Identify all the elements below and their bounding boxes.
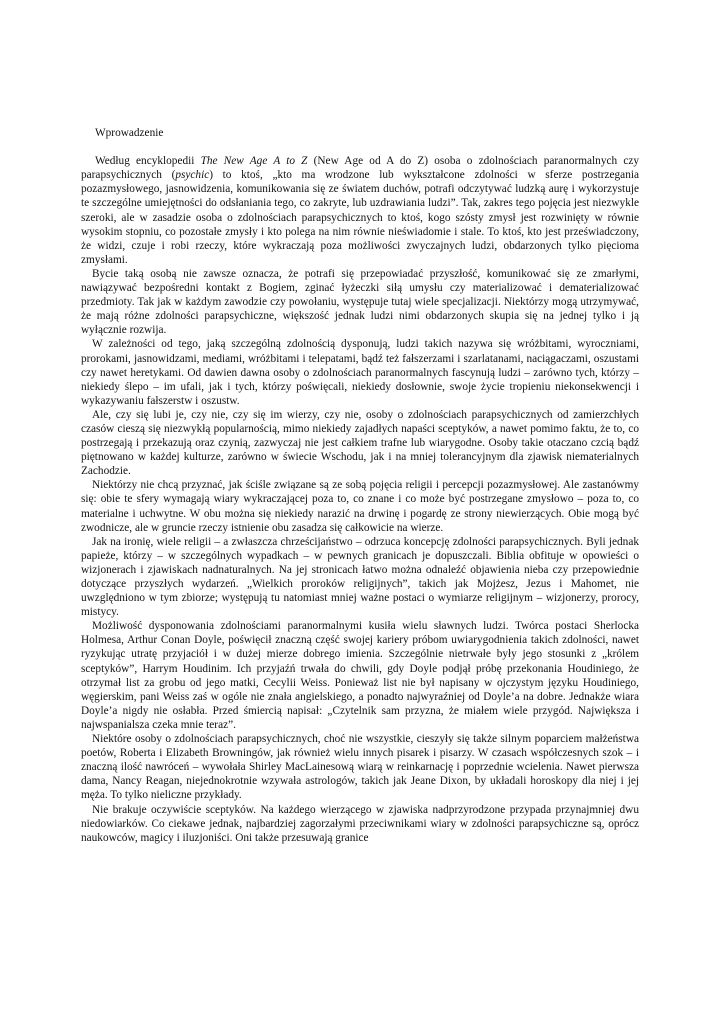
book-title: The New Age A to Z <box>200 155 308 168</box>
paragraph: Jak na ironię, wiele religii – a zwłaszcza chrześcijaństwo – odrzuca koncepcję zdolności parapsychicznych. Byli jednak papieże, którzy – w szczególnych wypadkach – w pewnych granicach je dopuszczali. Biblia obfituje w opowieści o wizjonerach i zjawiskach nadnaturalnych. Na jej stronicach łatwo można odnaleźć objawienia nieba czy przepowiednie dotyczące przyszłych wydarzeń. „Wielkich proroków religijnych”, takich jak Mojżesz, Jezus i Mahomet, nie uwzględniono w tym zbiorze; występują tu natomiast mniej ważne postaci o wymiarze religijnym – wizjonerzy, prorocy, mistycy. <box>81 535 639 619</box>
paragraph: W zależności od tego, jaką szczególną zdolnością dysponują, ludzi takich nazywa się wróżbitami, wyroczniami, prorokami, jasnowidzami, mediami, wróżbitami i telepatami, bądź też fałszerzami i szarlatanami, naciągaczami, oszustami czy nawet heretykami. Od dawien dawna osoby o zdolnościach paranormalnych fascynują ludzi – zarówno tych, którzy – niekiedy ślepo – im ufali, jak i tych, którzy poświęcali, niekiedy dosłownie, swoje życie tropieniu niekonsekwencji i wykazywaniu fałszerstw i oszustw. <box>81 338 639 407</box>
document-page <box>81 126 639 845</box>
intro-lead: Według encyklopedii <box>95 155 201 168</box>
paragraph: Bycie taką osobą nie zawsze oznacza, że potrafi się przepowiadać przyszłość, komunikować się ze zmarłymi, nawiązywać bezpośredni kontakt z Bogiem, zginać łyżeczki siłą umysłu czy materializować i dematerializować przedmioty. Tak jak w każdym zawodzie czy powołaniu, występuje tutaj wiele specjalizacji. Niektórzy mogą utrzymywać, że mają różne zdolności parapsychiczne, większość jednak ludzi nimi obdarzonych skupia się na jednej tylko i ją wyłącznie rozwija. <box>81 267 639 337</box>
paragraph: Możliwość dysponowania zdolnościami paranormalnymi kusiła wielu sławnych ludzi. Twórca postaci Sherlocka Holmesa, Arthur Conan Doyle, poświęcił znaczną część swojej kariery próbom uwiarygodnienia takich zdolności, nawet ryzykując utratę przyjaciół i w dużej mierze dobrego imienia. Szczególnie nietrwałe były jego stosunki z „królem sceptyków”, Harrym Houdinim. Ich przyjaźń trwała do chwili, gdy Doyle podjął próbę przekonania Houdiniego, że otrzymał list za grobu od jego matki, Cecylii Weiss. Ponieważ list nie był napisany w ojczystym języku Houdiniego, węgierskim, pani Weiss zaś w ogóle nie znała angielskiego, a ponadto najwyraźniej od Doyle’a na dobre. Jednakże wiara Doyle’a nigdy nie osłabła. Przed śmiercią napisał: „Czytelnik sam przyzna, że miałem wiele przygód. Największa i najwspanialsza czeka mnie teraz”. <box>81 620 639 731</box>
paragraph: Ale, czy się lubi je, czy nie, czy się im wierzy, czy nie, osoby o zdolnościach parapsychicznych od zamierzchłych czasów cieszą się niezwykłą popularnością, mimo niekiedy zajadłych napaści sceptyków, a nawet pomimo faktu, że to, co postrzegają i przekazują oraz czynią, zazwyczaj nie jest całkiem trafne lub wiarygodne. Osoby takie otaczano czcią bądź piętnowano w każdej kulturze, zarówno w świecie Wschodu, jak i na mniej tolerancyjnym dla zjawisk niematerialnych Zachodzie. <box>81 408 639 478</box>
intro-rest: ) to ktoś, „kto ma wrodzone lub wykształcone zdolności w sferze postrzegania pozazmysłowego, jasnowidzenia, komunikowania się ze światem duchów, potrafi odczytywać ludzką aurę i wykorzystuje te szczególne umiejętności do odsłaniania tego, co zakryte, lub uzdrawiania ludzi”. Tak, zakres tego pojęcia jest niezwykle szeroki, ale w zasadzie osoba o zdolnościach parapsychicznych to ktoś, kogo szósty zmysł jest rozwinięty w równie wysokim stopniu, co pozostałe zmysły i kto polega na nim równie nieświadomie i stale. To ktoś, kto jest przeświadczony, że widzi, czuje i robi rzeczy, które wykraczają poza możliwości zwyczajnych ludzi, obdarzonych tylko pięcioma zmysłami. <box>81 169 639 266</box>
term-psychic: psychic <box>175 169 210 182</box>
paragraph-intro <box>81 154 639 267</box>
page-title: Wprowadzenie <box>95 127 164 139</box>
intro-mid: (New Age od A do Z) osoba o zdolnościach paranormalnych czy parapsychicznych ( <box>81 155 639 182</box>
paragraph: Nie brakuje oczywiście sceptyków. Na każdego wierzącego w zjawiska nadprzyrodzone przypada przynajmniej dwu niedowiarków. Co ciekawe jednak, najbardziej zagorzałymi przeciwnikami wiary w zdolności parapsychiczne są, oprócz naukowców, magicy i iluzjoniści. Oni także przesuwają granice <box>81 803 639 844</box>
paragraph: Niektóre osoby o zdolnościach parapsychicznych, choć nie wszystkie, cieszyły się także silnym poparciem małżeństwa poetów, Roberta i Elizabeth Browningów, jak również wielu innych pisarek i pisarzy. W czasach współczesnych szok – i znaczną ilość nawróceń – wywołała Shirley MacLainesową wiarą w reinkarnację i poprzednie wcielenia. Nawet pierwsza dama, Nancy Reagan, niejednokrotnie wzywała astrologów, takich jak Jeane Dixon, by układali horoskopy dla niej i jej męża. To tylko nieliczne przykłady. <box>81 733 639 802</box>
paragraph: Niektórzy nie chcą przyznać, jak ściśle związane są ze sobą pojęcia religii i percepcji pozazmysłowej. Ale zastanówmy się: obie te sfery wymagają wiary wykraczającej poza to, co znane i co może być postrzegane zmysłowo – poza to, co materialne i uchwytne. W obu można się niekiedy narazić na drwinę i pogardę ze strony niewierzących. Obie mogą być zwodnicze, ale w gruncie rzeczy istnienie obu zasadza się całkowicie na wierze. <box>81 479 639 534</box>
